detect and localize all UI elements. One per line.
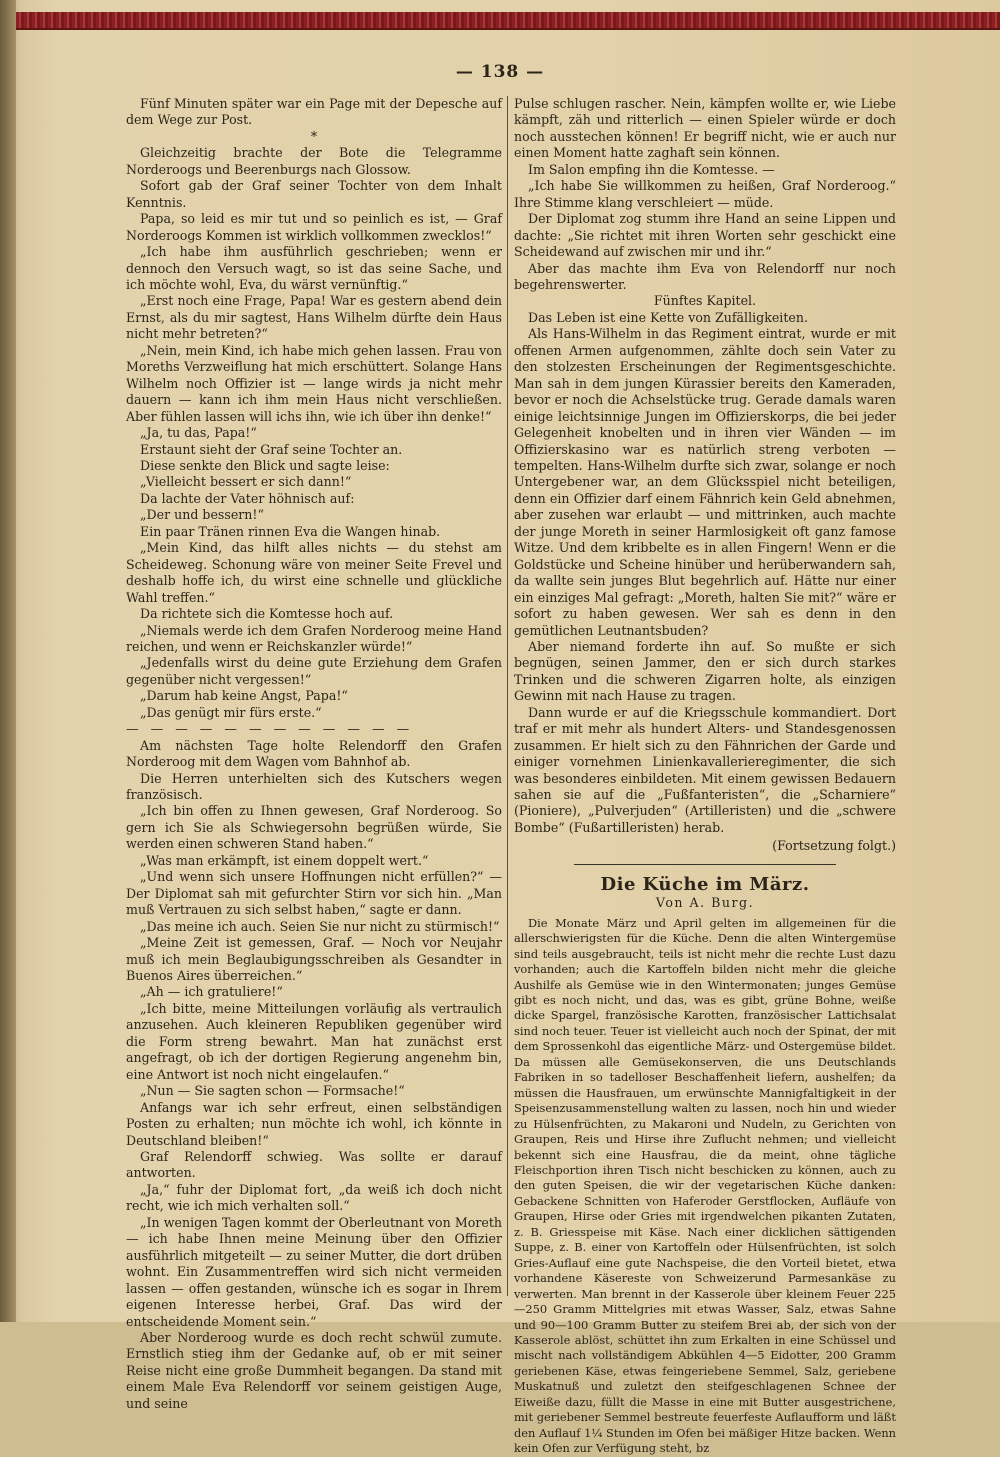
paragraph: „Und wenn sich unsere Hoffnungen nicht erfüllen?“ — Der Diplomat sah mit gefurchter Stirn vor sich hin. „Man muß Vertrauen zu sich selbst haben,“ sagte er dann. <box>126 869 502 918</box>
paragraph: Aber Norderoog wurde es doch recht schwül zumute. Ernstlich stieg ihm der Gedanke auf, ob er mit seiner Reise nicht eine große Dummheit begangen. Da stand mit einem Male Eva Relendorff vor seinem geistigen Auge, und seine <box>126 1329 502 1411</box>
paragraph: „Darum hab keine Angst, Papa!“ <box>140 688 348 704</box>
section-break-dashes: — — — — — — — — — — — — <box>126 721 414 737</box>
left-column <box>126 96 502 1411</box>
section-break-star: * <box>310 128 318 144</box>
paragraph: Im Salon empfing ihn die Komtesse. — <box>528 161 775 177</box>
paragraph: Diese senkte den Blick und sagte leise: <box>140 457 390 473</box>
column-divider <box>507 96 508 1296</box>
book-binding-edge <box>0 0 16 1322</box>
paragraph: Pulse schlugen rascher. Nein, kämpfen wollte er, wie Liebe kämpft, zäh und ritterlich — einen Spieler würde er doch noch ausstechen können! Er begriff nicht, wie er auch nur einen Moment hatte zaghaft sein können. <box>514 96 896 161</box>
paragraph: Das Leben ist eine Kette von Zufälligkeiten. <box>528 309 808 325</box>
paragraph: Aber das machte ihm Eva von Relendorff nur noch begehrenswerter. <box>514 260 896 292</box>
paragraph: „Was man erkämpft, ist einem doppelt wert.“ <box>140 852 429 868</box>
paragraph: „Ja,“ fuhr der Diplomat fort, „da weiß ich doch nicht recht, wie ich mich verhalten soll.“ <box>126 1181 502 1214</box>
paragraph: „Meine Zeit ist gemessen, Graf. — Noch vor Neujahr muß ich mein Beglaubigungsschreiben als Gesandter in Buenos Aires überreichen.“ <box>126 935 502 984</box>
paragraph: Die Herren unterhielten sich des Kutschers wegen französisch. <box>126 770 502 803</box>
paragraph: Dann wurde er auf die Kriegsschule kommandiert. Dort traf er mit mehr als hundert Alters- und Standesgenossen zusammen. Er hielt sich zu den Fähnrichen der Garde und einiger vornehmen Linienkavallerieregimenter, die sich was besonderes einbildeten. Mit einem gewissen Bedauern sahen sie auf die „Fußfanteristen“, die „Scharniere“ (Pioniere), „Pulverjuden“ (Artilleristen) und die „schwere Bombe“ (Fußartilleristen) herab. <box>514 704 896 835</box>
paragraph: Da richtete sich die Komtesse hoch auf. <box>140 606 394 622</box>
paragraph: „Niemals werde ich dem Grafen Norderoog meine Hand reichen, und wenn er Reichskanzler würde!“ <box>126 622 502 654</box>
paragraph: Anfangs war ich sehr erfreut, einen selbständigen Posten zu erhalten; nun möchte ich wohl, ich könnte in Deutschland bleiben!“ <box>126 1099 502 1148</box>
paragraph: Papa, so leid es mir tut und so peinlich es ist, — Graf Norderoogs Kommen ist wirklich vollkommen zwecklos!“ <box>126 211 502 243</box>
article-paragraph: Die Monate März und April gelten im allgemeinen für die allerschwierigsten für die Küche. Denn die alten Wintergemüse sind teils ausgebraucht, teils ist nicht mehr die rechte Lust dazu vorhanden; auch die Kartoffeln bilden nicht mehr die gleiche Aushilfe als Gemüse wie in den Wintermonaten; junges Gemüse gibt es noch nicht, und das, was es gibt, grüne Bohne, weiße dicke Spargel, französische Karotten, französischer Lattichsalat sind noch teuer. Teuer ist vielleicht auch noch der Spinat, der mit dem Sprossenkohl das eigentliche März- und Ostergemüse bildet. Da müssen alle Gemüsekonserven, die uns Deutschlands Fabriken in so tadelloser Beschaffenheit liefern, aushelfen; da müssen die Hausfrauen, um erwünschte Mannigfaltigkeit in der Speisenzusammenstellung walten zu lassen, noch hin und wieder zu Hülsenfrüchten, zu Makaroni und Nudeln, zu Gerichten von Graupen, Reis und Hirse ihre Zuflucht nehmen; und vielleicht bekennt sich eine Hausfrau, die da meint, ohne tägliche Fleischportion ihren Tisch nicht beschicken zu können, auch zu den guten Speisen, die wir der vegetarischen Küche danken: Gebackene Schnitten von Haferoder Gerstflocken, Aufläufe von Graupen, Hirse oder Gries mit irgendwelchen pikanten Zutaten, z. B. Griesspeise mit Käse. Nach einer dicklichen sättigenden Suppe, z. B. einer von Kartoffeln oder Hülsenfrüchten, ist solch Gries-Auflauf eine gute Nachspeise, die den Vorteil bietet, etwa vorhandene Käsereste von Schweizerund Parmesankäse zu verwerten. Man brennt in der Kasserole über kleinem Feuer 225—250 Gramm Mittelgries mit etwas Wasser, Salz, etwas Sahne und 90—100 Gramm Butter zu steifem Brei ab, der sich von der Kasserole ablöst, schüttet ihn zum Erkalten in eine Schüssel und mischt nach vollständigem Abkühlen 4—5 Eidotter, 200 Gramm geriebenen Käse, etwas feingeriebene Semmel, Salz, geriebene Muskatnuß und zuletzt den steifgeschlagenen Schnee der Eiweiße dazu, füllt die Masse in eine mit Butter ausgestrichene, mit geriebener Semmel bestreute feuerfeste Auflaufform und läßt den Auflauf 1¼ Stunden im Ofen bei mäßiger Hitze backen. Wenn kein Ofen zur Verfügung steht, bz <box>514 915 897 1456</box>
paragraph: „Jedenfalls wirst du deine gute Erziehung dem Grafen gegenüber nicht vergessen!“ <box>126 655 502 687</box>
paragraph: Aber niemand forderte ihn auf. So mußte er sich begnügen, seinen Jammer, den er sich durch starkes Trinken und die schweren Zigarren holte, als einzigen Gewinn mit nach Hause zu tragen. <box>514 638 896 704</box>
paragraph: „Ich habe ihm ausführlich geschrieben; wenn er dennoch den Versuch wagt, so ist das seine Sache, und ich möchte wohl, Eva, du wärst vernünftig.“ <box>126 244 502 292</box>
paragraph: „Ah — ich gratuliere!“ <box>140 984 283 1000</box>
top-binding-strip <box>16 12 1000 30</box>
page-number: — 138 — <box>455 62 545 82</box>
right-column <box>514 96 897 1456</box>
article-separator-rule <box>574 864 836 865</box>
chapter-heading: Fünftes Kapitel. <box>653 293 757 309</box>
paragraph: Der Diplomat zog stumm ihre Hand an seine Lippen und dachte: „Sie richtet mit ihren Worten sehr geschickt eine Scheidewand auf zwischen mir und ihr.“ <box>514 211 896 260</box>
paragraph: „Mein Kind, das hilft alles nichts — du stehst am Scheideweg. Schonung wäre von meiner Seite Frevel und deshalb hoffe ich, du wirst eine schnelle und glückliche Wahl treffen.“ <box>126 540 502 605</box>
paragraph: Fünf Minuten später war ein Page mit der Depesche auf dem Wege zur Post. <box>126 96 502 128</box>
paragraph: Gleichzeitig brachte der Bote die Telegramme Norderoogs und Beerenburgs nach Glossow. <box>126 145 502 177</box>
novel-continuation <box>514 96 896 855</box>
paragraph: „Der und bessern!“ <box>140 507 264 523</box>
paragraph: Sofort gab der Graf seiner Tochter von dem Inhalt Kenntnis. <box>126 178 502 210</box>
paragraph: Erstaunt sieht der Graf seine Tochter an. <box>140 441 403 457</box>
paragraph: „Ich bin offen zu Ihnen gewesen, Graf Norderoog. So gern ich Sie als Schwiegersohn begrüßen würde, Sie werden einen schweren Stand haben.“ <box>126 803 502 852</box>
paragraph: „Ich habe Sie willkommen zu heißen, Graf Norderoog.“ Ihre Stimme klang verschleiert — müde. <box>514 178 896 210</box>
paragraph: Als Hans-Wilhelm in das Regiment eintrat, wurde er mit offenen Armen aufgenommen, zählte doch sein Vater zu den stolzesten Erscheinungen der Regimentsgeschichte. Man sah in dem jungen Kürassier bereits den Kameraden, bevor er noch die Achselstücke trug. Gerade damals waren einige leichtsinnige Jungen im Offizierskorps, die bei jeder Gelegenheit knobelten und in ihren vier Wänden — im Offizierskasino war es natürlich streng verboten — tempelten. Hans-Wilhelm durfte sich zwar, solange er noch Untergebener war, an dem Glücksspiel nicht beteiligen, denn ein Offizier darf einem Fähnrich kein Geld abnehmen, aber zusehen war erlaubt — und mittrinken, auch machte der junge Moreth in seiner Harmlosigkeit oft ganz famose Witze. Und dem kribbelte es in allen Fingern! Wenn er die Goldstücke und Scheine hinüber und herüberwandern sah, da wallte sein junges Blut begehrlich auf. Hätte nur einer ein einziges Mal gefragt: „Moreth, halten Sie mit?“ wäre er sofort zu haben gewesen. Wer sah es denn in den gemütlichen Leutnantsbuden? <box>514 326 896 638</box>
paragraph: „Erst noch eine Frage, Papa! War es gestern abend dein Ernst, als du mir sagtest, Hans Wilhelm dürfte dein Haus nicht mehr betreten?“ <box>126 293 502 342</box>
paragraph: Am nächsten Tage holte Relendorff den Grafen Norderoog mit dem Wagen vom Bahnhof ab. <box>126 737 502 770</box>
paragraph: „Nein, mein Kind, ich habe mich gehen lassen. Frau von Moreths Verzweiflung hat mich erschüttert. Solange Hans Wilhelm noch Offizier ist — lange wirds ja nicht mehr dauern — kann ich ihm mein Haus nicht verschließen. Aber fühlen lassen will ichs ihn, wie ich über ihn denke!“ <box>126 342 502 424</box>
paragraph: „In wenigen Tagen kommt der Oberleutnant von Moreth — ich habe Ihnen meine Meinung über den Offizier ausführlich mitgeteilt — zu seiner Mutter, die dort drüben wohnt. Ein Zusammentreffen wird sich nicht vermeiden lassen — offen gestanden, wünsche ich es sogar in Ihrem eigenen Interesse herbei, Graf. Das wird der entscheidende Moment sein.“ <box>126 1214 502 1329</box>
paragraph: „Ja, tu das, Papa!“ <box>140 425 257 441</box>
paragraph: „Nun — Sie sagten schon — Formsache!“ <box>140 1083 405 1099</box>
article-body <box>514 916 896 1457</box>
paragraph: „Das genügt mir fürs erste.“ <box>140 704 322 720</box>
paragraph: „Das meine ich auch. Seien Sie nur nicht zu stürmisch!“ <box>140 918 500 934</box>
article-byline: Von A. Burg. <box>655 895 755 911</box>
paragraph: „Ich bitte, meine Mitteilungen vorläufig als vertraulich anzusehen. Auch kleineren Republiken gegenüber wird die Form streng bewahrt. Man hat zunächst erst angefragt, ob ich der dortigen Regierung angenehm bin, eine Antwort ist noch nicht eingelaufen.“ <box>126 1000 502 1082</box>
paragraph: Graf Relendorff schwieg. Was sollte er darauf antworten. <box>126 1149 502 1181</box>
continuation-note: (Fortsetzung folgt.) <box>772 838 896 854</box>
paragraph: Ein paar Tränen rinnen Eva die Wangen hinab. <box>140 523 441 539</box>
article-title: Die Küche im März. <box>600 873 810 895</box>
paragraph: „Vielleicht bessert er sich dann!“ <box>140 474 352 490</box>
paragraph: Da lachte der Vater höhnisch auf: <box>140 490 355 506</box>
